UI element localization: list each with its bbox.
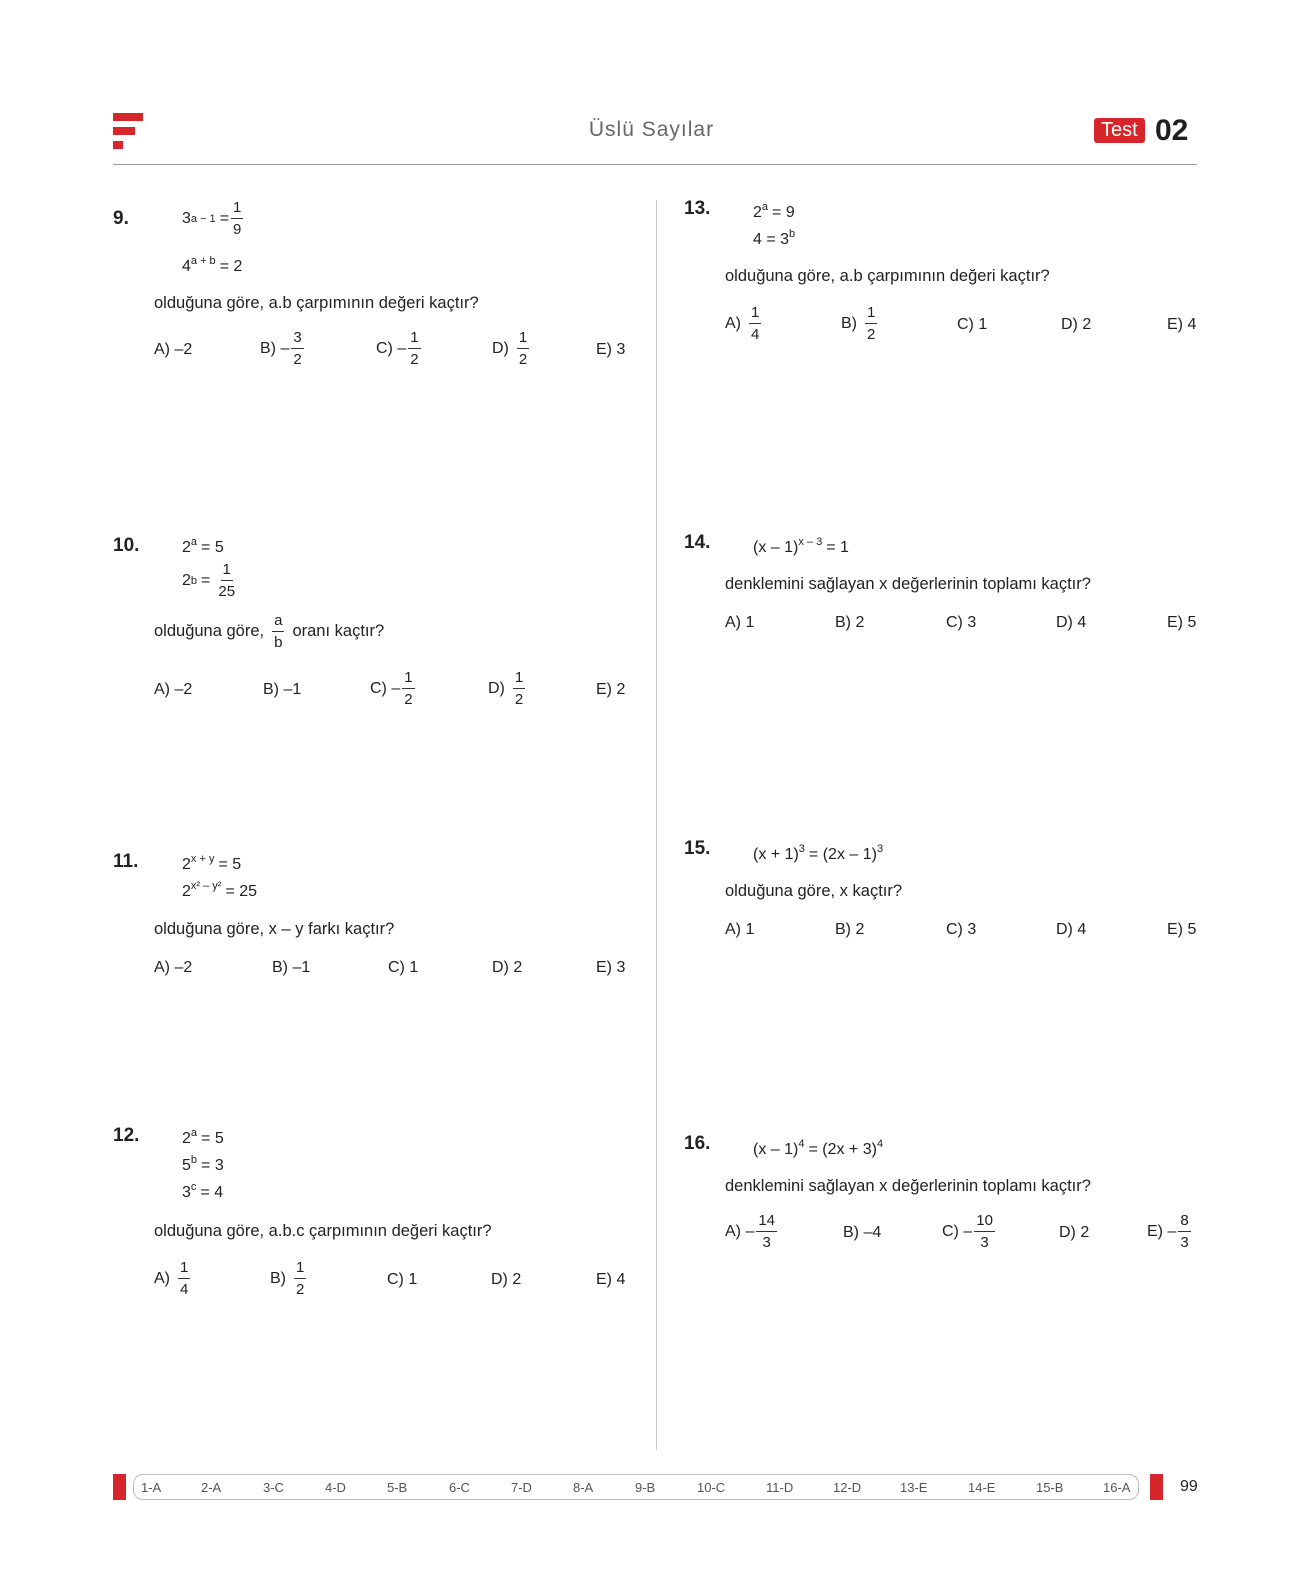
option-e[interactable]: E) 5 bbox=[1167, 921, 1197, 938]
question-number: 15. bbox=[684, 838, 711, 859]
option-b[interactable]: B) 2 bbox=[835, 921, 865, 938]
equation: $4^{a + b} = 2$ bbox=[182, 255, 243, 275]
option-c[interactable]: C) 3 bbox=[946, 614, 977, 631]
option-c[interactable]: C) 3 bbox=[946, 921, 977, 938]
equation: (x – 1)$^{x - 3}$ = 1 bbox=[753, 536, 849, 556]
page-number: 99 bbox=[1180, 1478, 1198, 1495]
option-c[interactable]: C) – $\frac{1}{2}$ bbox=[370, 669, 413, 708]
option-c[interactable]: C) 1 bbox=[388, 959, 419, 976]
footer-accent-left bbox=[113, 1474, 126, 1500]
option-a[interactable]: A) $\frac{1}{4}$ bbox=[725, 304, 760, 343]
option-e[interactable]: E) 4 bbox=[1167, 316, 1197, 333]
question-text: denklemini sağlayan x değerlerinin toplamı kaçtır? bbox=[725, 575, 1091, 593]
question-number: 12. bbox=[113, 1125, 140, 1146]
equation: $2^a = 5$ bbox=[182, 1127, 224, 1147]
footer-accent-right bbox=[1150, 1474, 1163, 1500]
option-a[interactable]: A) –2 bbox=[154, 959, 193, 976]
answer-key-item: 8-A bbox=[573, 1480, 594, 1495]
equation: 3 a − 1 = $\frac{1}{9}$ bbox=[182, 199, 242, 238]
question-number: 14. bbox=[684, 532, 711, 553]
answer-key-item: 13-E bbox=[900, 1480, 928, 1495]
equation: $2^a = 5$ bbox=[182, 536, 224, 556]
question-text: olduğuna göre, x kaçtır? bbox=[725, 882, 903, 900]
answer-key-item: 16-A bbox=[1103, 1480, 1131, 1495]
answer-key-item: 7-D bbox=[511, 1480, 532, 1495]
option-a[interactable]: A) –2 bbox=[154, 341, 193, 358]
option-b[interactable]: B) $\frac{1}{2}$ bbox=[270, 1259, 305, 1298]
option-b[interactable]: B) – $\frac{3}{2}$ bbox=[260, 329, 302, 368]
option-a[interactable]: A) –2 bbox=[154, 681, 193, 698]
option-d[interactable]: D) $\frac{1}{2}$ bbox=[492, 329, 528, 368]
option-d[interactable]: D) 2 bbox=[491, 1271, 522, 1288]
page-title: Üslü Sayılar bbox=[588, 118, 715, 141]
equation: $3^c = 4$ bbox=[182, 1181, 224, 1201]
option-e[interactable]: E) – $\frac{8}{3}$ bbox=[1147, 1212, 1189, 1251]
answer-key-item: 10-C bbox=[697, 1480, 726, 1495]
equation: 2 b = $\frac{1}{25}$ bbox=[182, 561, 236, 600]
equation: $(x + 1)^3 = (2x - 1)^3$ bbox=[753, 843, 884, 863]
option-e[interactable]: E) 3 bbox=[596, 341, 626, 358]
option-b[interactable]: B) $\frac{1}{2}$ bbox=[841, 304, 876, 343]
question-text: olduğuna göre, $\frac{a}{b}$ oranı kaçtır? bbox=[154, 612, 385, 651]
option-a[interactable]: A) $\frac{1}{4}$ bbox=[154, 1259, 189, 1298]
option-b[interactable]: B) 2 bbox=[835, 614, 865, 631]
option-d[interactable]: D) 2 bbox=[1061, 316, 1092, 333]
column-divider bbox=[656, 200, 657, 1450]
question-text: olduğuna göre, x – y farkı kaçtır? bbox=[154, 920, 395, 938]
answer-key-item: 12-D bbox=[833, 1480, 862, 1495]
question-number: 10. bbox=[113, 535, 140, 556]
option-e[interactable]: E) 4 bbox=[596, 1271, 626, 1288]
option-b[interactable]: B) –1 bbox=[263, 681, 302, 698]
question-number: 13. bbox=[684, 198, 711, 219]
option-a[interactable]: A) 1 bbox=[725, 614, 755, 631]
option-e[interactable]: E) 3 bbox=[596, 959, 626, 976]
answer-key-item: 1-A bbox=[141, 1480, 162, 1495]
header-divider bbox=[113, 164, 1197, 165]
option-c[interactable]: C) – $\frac{1}{2}$ bbox=[376, 329, 419, 368]
option-a[interactable]: A) 1 bbox=[725, 921, 755, 938]
answer-key-item: 9-B bbox=[635, 1480, 656, 1495]
equation: $(x - 1)^4 = (2x + 3)^4$ bbox=[753, 1138, 884, 1158]
answer-key-item: 3-C bbox=[263, 1480, 284, 1495]
option-d[interactable]: D) $\frac{1}{2}$ bbox=[488, 669, 524, 708]
answer-key-item: 15-B bbox=[1036, 1480, 1064, 1495]
option-d[interactable]: D) 2 bbox=[1059, 1224, 1090, 1241]
answer-key-item: 4-D bbox=[325, 1480, 346, 1495]
test-badge: Test bbox=[1094, 118, 1145, 143]
answer-key-item: 11-D bbox=[766, 1480, 794, 1495]
option-e[interactable]: E) 5 bbox=[1167, 614, 1197, 631]
question-number: 16. bbox=[684, 1133, 711, 1154]
question-text: olduğuna göre, a.b.c çarpımının değeri kaçtır? bbox=[154, 1222, 492, 1240]
option-a[interactable]: A) – $\frac{14}{3}$ bbox=[725, 1212, 776, 1251]
test-number: 02 bbox=[1155, 114, 1189, 147]
answer-key-item: 14-E bbox=[968, 1480, 996, 1495]
equation: $5^b = 3$ bbox=[182, 1154, 224, 1174]
option-d[interactable]: D) 2 bbox=[492, 959, 523, 976]
option-d[interactable]: D) 4 bbox=[1056, 921, 1087, 938]
question-number: 11. bbox=[113, 851, 139, 872]
question-text: denklemini sağlayan x değerlerinin toplamı kaçtır? bbox=[725, 1177, 1091, 1195]
option-d[interactable]: D) 4 bbox=[1056, 614, 1087, 631]
option-b[interactable]: B) –4 bbox=[843, 1224, 882, 1241]
equation: $2^a = 9$ bbox=[753, 201, 795, 221]
question-text: olduğuna göre, a.b çarpımının değeri kaçtır? bbox=[154, 294, 479, 312]
answer-key-item: 6-C bbox=[449, 1480, 470, 1495]
answer-key-item: 5-B bbox=[387, 1480, 408, 1495]
equation: $2^{x + y} = 5$ bbox=[182, 853, 242, 873]
equation: $2^{x^2 - y^2} = 25$ bbox=[182, 880, 258, 900]
equation: $4 = 3^b$ bbox=[753, 228, 796, 248]
option-c[interactable]: C) – $\frac{10}{3}$ bbox=[942, 1212, 993, 1251]
question-number: 9. bbox=[113, 208, 129, 229]
option-c[interactable]: C) 1 bbox=[387, 1271, 418, 1288]
answer-key-item: 2-A bbox=[201, 1480, 222, 1495]
option-b[interactable]: B) –1 bbox=[272, 959, 311, 976]
option-c[interactable]: C) 1 bbox=[957, 316, 988, 333]
option-e[interactable]: E) 2 bbox=[596, 681, 626, 698]
question-text: olduğuna göre, a.b çarpımının değeri kaçtır? bbox=[725, 267, 1050, 285]
